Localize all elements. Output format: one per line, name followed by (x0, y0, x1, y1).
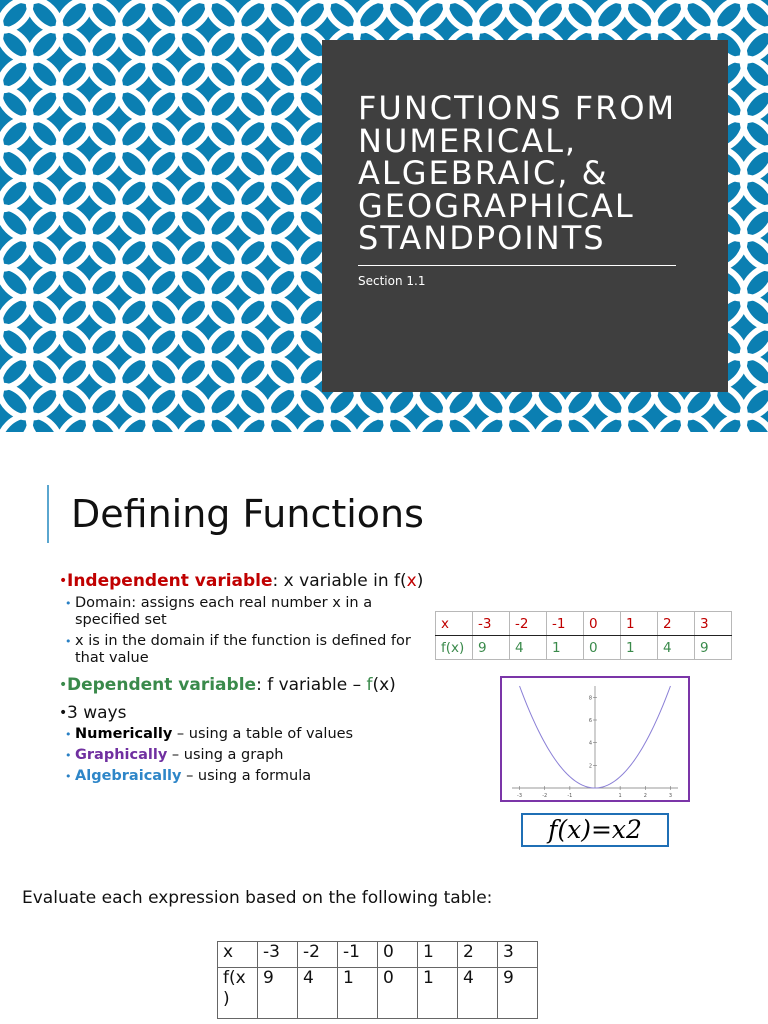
independent-variable-term: Independent variable (67, 571, 273, 591)
table-row (218, 942, 538, 968)
title-box (322, 40, 728, 392)
x-tick-label: 2 (643, 793, 647, 799)
values-table (435, 611, 732, 660)
table-cell: 9 (498, 968, 538, 1019)
sub-bullet-numerically (59, 726, 431, 743)
bullet-three-ways (59, 704, 431, 723)
x-tick-label: 1 (618, 793, 622, 799)
independent-variable-close: ) (416, 571, 424, 591)
sub-bullet-domain-defined (59, 633, 431, 667)
table-cell: -1 (547, 612, 584, 636)
evaluation-table (217, 941, 538, 1019)
table-cell: 4 (458, 968, 498, 1019)
table-cell: f(x ) (218, 968, 258, 1019)
three-ways-text: 3 ways (67, 703, 127, 723)
table-cell: 1 (418, 968, 458, 1019)
x-tick-label: -1 (567, 793, 573, 799)
table-cell: -3 (258, 942, 298, 968)
table-cell: 1 (547, 636, 584, 660)
y-tick-label: 4 (588, 740, 592, 747)
table-cell: 4 (658, 636, 695, 660)
table-cell: x (218, 942, 258, 968)
x-tick-label: 3 (668, 793, 673, 799)
section-subtitle: Section 1.1 (358, 274, 426, 288)
heading-accent-bar (47, 485, 49, 543)
table-row (436, 612, 732, 636)
x-tick-label: -2 (542, 793, 548, 799)
independent-variable-text: : x variable in f( (272, 571, 407, 591)
table-cell: -1 (338, 942, 378, 968)
parabola-graph (500, 676, 690, 802)
dependent-variable-f: f (366, 675, 373, 695)
x-tick-label: -3 (517, 793, 523, 799)
independent-variable-x: x (406, 571, 417, 591)
pattern-ring (0, 0, 1, 1)
table-cell: 9 (473, 636, 510, 660)
algebraically-text: – using a formula (181, 768, 312, 784)
table-row (436, 636, 732, 660)
numerically-text: – using a table of values (172, 726, 354, 742)
table-cell: x (436, 612, 473, 636)
numerically-term: Numerically (75, 726, 173, 742)
sub-bullet-dot: • (65, 635, 72, 648)
slide-heading: Defining Functions (71, 492, 424, 536)
bullet-dot: • (59, 677, 68, 693)
graph-canvas (502, 678, 688, 800)
table-cell: 0 (378, 968, 418, 1019)
y-tick-label: 2 (588, 763, 592, 770)
title-divider (358, 265, 676, 266)
table-cell: 1 (621, 636, 658, 660)
table-cell: 0 (584, 612, 621, 636)
table-cell: 1 (338, 968, 378, 1019)
sub-bullet-graphically (59, 747, 431, 764)
table-row (218, 968, 538, 1019)
bullet-dependent-variable (59, 676, 431, 695)
table-cell: 4 (510, 636, 547, 660)
graphically-text: – using a graph (167, 747, 284, 763)
formula-box (521, 813, 669, 847)
table-cell: 3 (498, 942, 538, 968)
presentation-title: FUNCTIONS FROM NUMERICAL, ALGEBRAIC, & GEOGRAPHICAL STANDPOINTS (358, 89, 677, 257)
sub-bullet-algebraically (59, 768, 431, 785)
graphically-term: Graphically (75, 747, 168, 763)
defining-functions-slide (0, 433, 768, 865)
bullet-dot: • (59, 705, 68, 721)
table-cell: 3 (695, 612, 732, 636)
dependent-variable-term: Dependent variable (67, 675, 257, 695)
formula-text: f(x)=x2 (548, 815, 642, 844)
table-cell: 2 (458, 942, 498, 968)
bullet-dot: • (59, 573, 68, 589)
dependent-variable-text: : f variable – (256, 675, 367, 695)
table-cell: 0 (378, 942, 418, 968)
table-cell: 9 (695, 636, 732, 660)
sub-bullet-dot: • (65, 728, 72, 741)
sub-bullet-dot: • (65, 597, 72, 610)
evaluate-prompt: Evaluate each expression based on the following table: (22, 888, 493, 908)
y-tick-label: 8 (588, 695, 592, 702)
bullet-independent-variable (59, 572, 431, 591)
sub-bullet-domain (59, 595, 431, 629)
table-cell: 9 (258, 968, 298, 1019)
table-cell: 4 (298, 968, 338, 1019)
domain-text: Domain: assigns each real number x in a specified set (75, 595, 373, 628)
sub-bullet-dot: • (65, 749, 72, 762)
table-cell: 2 (658, 612, 695, 636)
y-tick-label: 6 (588, 718, 592, 724)
sub-bullet-dot: • (65, 770, 72, 783)
table-cell: f(x) (436, 636, 473, 660)
bullet-list (59, 572, 431, 785)
domain-defined-text: x is in the domain if the function is defined for that value (75, 633, 411, 666)
table-cell: 1 (621, 612, 658, 636)
table-cell: -3 (473, 612, 510, 636)
table-cell: 0 (584, 636, 621, 660)
table-cell: -2 (510, 612, 547, 636)
table-cell: 1 (418, 942, 458, 968)
dependent-variable-close: (x) (372, 675, 396, 695)
algebraically-term: Algebraically (75, 768, 182, 784)
table-cell: -2 (298, 942, 338, 968)
title-slide (0, 0, 768, 432)
